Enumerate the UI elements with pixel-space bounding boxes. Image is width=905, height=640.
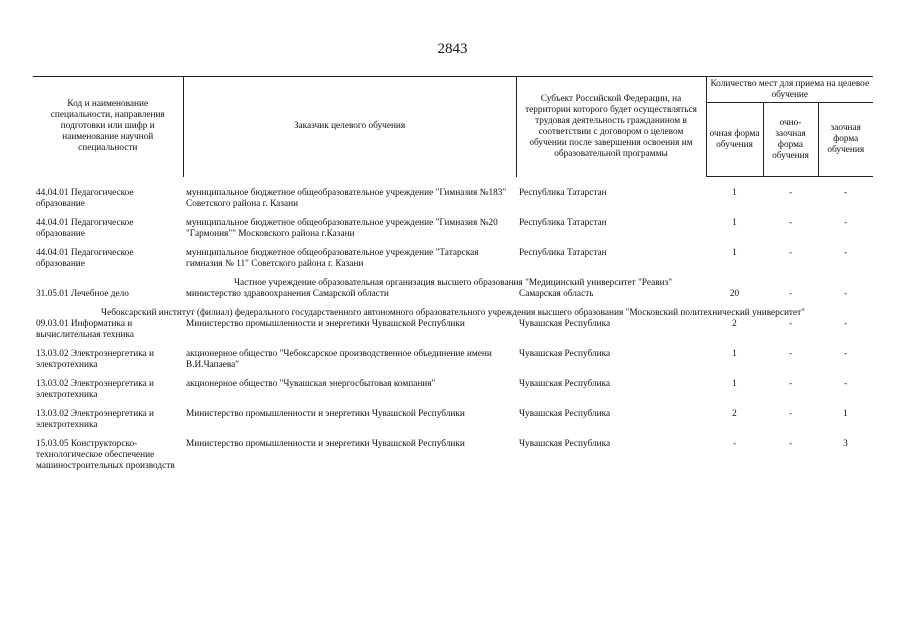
customer-cell: муниципальное бюджетное общеобразовательное учреждение "Гимназия №20 "Гармония"" Московского района г.Казани: [186, 218, 498, 239]
full-time-count: 1: [732, 218, 737, 228]
customer-cell: акционерное общество "Чебоксарское производственное объединение имени В.И.Чапаева": [186, 349, 492, 370]
region-cell: Чувашская Республика: [519, 409, 611, 419]
specialty-cell: 44.04.01 Педагогическое образование: [36, 188, 134, 209]
full-time-count: 1: [732, 248, 737, 258]
table-row: [33, 439, 873, 480]
distance-count: -: [843, 349, 848, 359]
customer-cell: министерство здравоохранения Самарской области: [186, 289, 389, 299]
specialty-cell: 31.05.01 Лечебное дело: [36, 289, 129, 299]
distance-count: -: [843, 289, 848, 299]
region-cell: Республика Татарстан: [519, 188, 607, 198]
customer-cell: Министерство промышленности и энергетики Чувашской Республики: [186, 409, 465, 419]
distance-count: 3: [843, 439, 848, 449]
region-cell: Чувашская Республика: [519, 379, 611, 389]
part-time-count: -: [788, 289, 793, 299]
distance-count: -: [843, 319, 848, 329]
region-cell: Чувашская Республика: [519, 439, 611, 449]
part-time-count: -: [788, 409, 793, 419]
organization-name: Чебоксарский институт (филиал) федерального государственного автономного образовательного учреждения высшего образования "Московский политехнический университет": [101, 308, 805, 318]
specialty-cell: 13.03.02 Электроэнергетика и электротехника: [36, 379, 155, 400]
part-time-count: -: [788, 319, 793, 329]
header-distance: заочная форма обучения: [818, 103, 873, 177]
full-time-count: 2: [732, 319, 737, 329]
part-time-count: -: [788, 188, 793, 198]
specialty-cell: 09.03.01 Информатика и вычислительная техника: [36, 319, 134, 340]
region-cell: Республика Татарстан: [519, 218, 607, 228]
specialty-cell: 13.03.02 Электроэнергетика и электротехника: [36, 349, 155, 370]
part-time-count: -: [788, 439, 793, 449]
customer-cell: муниципальное бюджетное общеобразовательное учреждение "Татарская гимназия № 11" Советского района г. Казани: [186, 248, 479, 269]
part-time-count: -: [788, 379, 793, 389]
organization-name: Частное учреждение образовательная организация высшего образования "Медицинский университет "Реавиз": [233, 278, 673, 288]
customer-cell: Министерство промышленности и энергетики Чувашской Республики: [186, 319, 465, 329]
page-number: 2843: [437, 41, 468, 57]
full-time-count: 1: [732, 349, 737, 359]
table-row: [33, 248, 873, 278]
customer-cell: муниципальное бюджетное общеобразовательное учреждение "Гимназия №183" Советского района г. Казани: [186, 188, 507, 209]
region-cell: Самарская область: [519, 289, 594, 299]
part-time-count: -: [788, 349, 793, 359]
table-row: [33, 188, 873, 218]
header-customer: Заказчик целевого обучения: [183, 77, 516, 177]
region-cell: Чувашская Республика: [519, 319, 611, 329]
region-cell: Чувашская Республика: [519, 349, 611, 359]
organization-row: [33, 278, 873, 289]
organization-row: [33, 308, 873, 319]
region-cell: Республика Татарстан: [519, 248, 607, 258]
header-places-count: Количество мест для приема на целевое обучение: [706, 77, 873, 103]
full-time-count: 1: [732, 188, 737, 198]
full-time-count: 1: [732, 379, 737, 389]
specialty-cell: 44.04.01 Педагогическое образование: [36, 218, 134, 239]
distance-count: -: [843, 248, 848, 258]
table-row: [33, 379, 873, 409]
header-region: Субъект Российской Федерации, на территории которого будет осуществляться трудовая деятельность гражданином в соответствии с договором о целевом обучении после завершения освоения им образовательной программы: [516, 77, 706, 177]
full-time-count: 2: [732, 409, 737, 419]
part-time-count: -: [788, 248, 793, 258]
table-row: [33, 409, 873, 439]
distance-count: -: [843, 379, 848, 389]
table-row: [33, 289, 873, 308]
table-row: [33, 319, 873, 349]
table-row: [33, 349, 873, 379]
full-time-count: -: [732, 439, 737, 449]
specialty-cell: 44.04.01 Педагогическое образование: [36, 248, 134, 269]
distance-count: 1: [843, 409, 848, 419]
full-time-count: 20: [729, 289, 740, 299]
admission-quota-table: [33, 76, 873, 480]
header-full-time: очная форма обучения: [706, 103, 763, 177]
customer-cell: Министерство промышленности и энергетики Чувашской Республики: [186, 439, 465, 449]
header-part-time: очно-заочная форма обучения: [763, 103, 818, 177]
distance-count: -: [843, 218, 848, 228]
specialty-cell: 13.03.02 Электроэнергетика и электротехника: [36, 409, 155, 430]
customer-cell: акционерное общество "Чувашская энергосбытовая компания": [186, 379, 436, 389]
specialty-cell: 15.03.05 Конструкторско-технологическое обеспечение машиностроительных производств: [36, 439, 175, 471]
header-specialty-code: Код и наименование специальности, направления подготовки или шифр и наименование научной специальности: [33, 77, 183, 177]
table-row: [33, 218, 873, 248]
part-time-count: -: [788, 218, 793, 228]
distance-count: -: [843, 188, 848, 198]
